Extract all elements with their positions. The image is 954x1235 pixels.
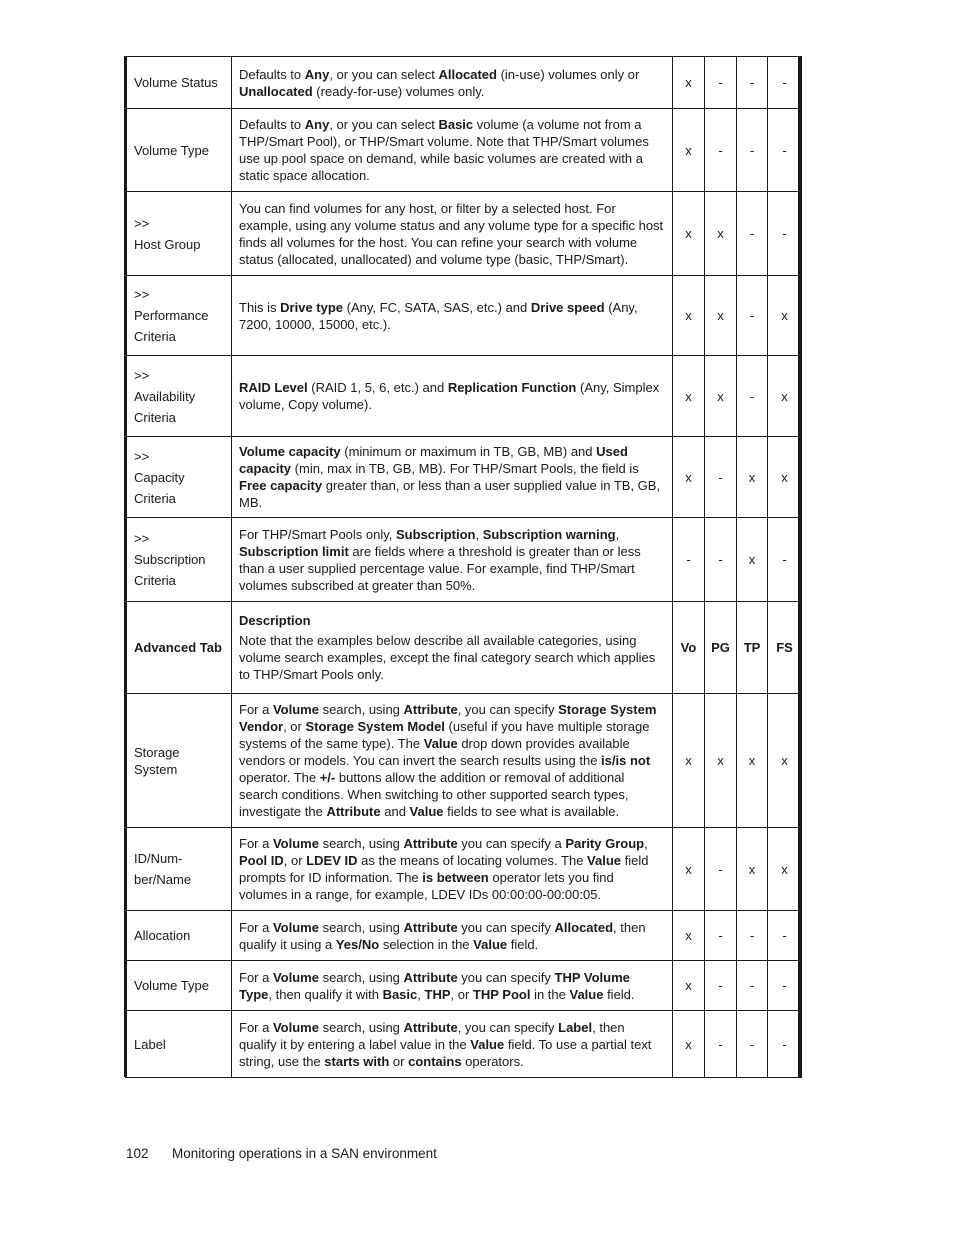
description-fragment: , or you can select [329,66,439,82]
mark-tp: - [737,356,768,437]
row-label-line: Criteria [134,409,176,425]
mark-tp: - [737,57,768,109]
description-term: Value [569,986,604,1002]
description-term: Drive type [280,299,344,315]
mark-fs: - [768,518,802,602]
description-fragment: For THP/Smart Pools only, [239,526,397,542]
mark-pg: PG [705,602,737,694]
description-term: THP [424,986,451,1002]
description-fragment: For a [239,919,273,935]
mark-tp: x [737,437,768,518]
description-fragment: you can specify [457,919,555,935]
description-fragment: Defaults to [239,117,305,132]
row-description [232,961,673,1011]
row-label-line: ber/Name [134,872,192,887]
description-fragment: or [389,1053,409,1069]
description-fragment: For a [239,1019,273,1035]
description-fragment: , [417,986,425,1002]
mark-fs: - [768,57,802,109]
description-fragment: search, using [318,919,404,935]
table-row [126,276,802,356]
mark-tp: - [737,192,768,276]
description-fragment: , [644,836,648,851]
mark-tp: - [737,276,768,356]
description-heading: Description [239,613,311,628]
description-text [239,443,665,511]
description-term: Storage System Model [305,719,445,734]
description-term: THP Pool [472,986,531,1002]
table-row [126,192,802,276]
description-text [239,1019,665,1070]
row-label [126,828,232,911]
table-row [126,109,802,192]
row-description [232,57,673,109]
mark-pg: x [705,192,737,276]
row-label-line: Availability [134,388,196,404]
mark-vo: x [673,356,705,437]
row-description [232,911,673,961]
description-text [239,919,665,953]
description-term: Attribute [403,919,458,935]
description-fragment: fields to see what is available. [443,804,620,819]
description-fragment: search, using [318,836,404,851]
mark-tp: x [737,518,768,602]
row-label-line: Volume Type [134,978,209,993]
description-text [239,66,665,100]
description-term: Storage System Vendor [239,702,657,734]
description-term: Unallocated [239,83,313,99]
description-fragment: , or you can select [329,117,439,132]
description-fragment: greater than, or less than a user supplied value in TB, GB, MB. [239,478,661,510]
mark-fs: - [768,961,802,1011]
description-term: Basic [382,986,418,1002]
description-fragment: For a [239,702,273,717]
description-term: +/- [319,770,336,785]
row-label-line: >> [134,367,150,383]
description-fragment: , then qualify it with [268,986,383,1002]
table-row [126,356,802,437]
description-text [239,379,665,413]
description-term: Subscription [396,526,476,542]
row-label-line: Volume Status [134,75,218,90]
description-text [239,200,665,268]
description-term: Value [587,853,622,868]
description-term: Attribute [403,702,458,717]
mark-fs: x [768,694,802,828]
row-label [126,192,232,276]
mark-fs: - [768,911,802,961]
mark-vo: x [673,961,705,1011]
description-text [239,299,665,333]
row-label-line: >> [134,531,150,546]
mark-fs: x [768,437,802,518]
description-fragment: operators. [461,1053,524,1069]
description-term: is/is not [601,753,651,768]
row-label [126,694,232,828]
row-description [232,276,673,356]
row-label-line: Criteria [134,573,176,588]
description-term: Free capacity [239,478,323,493]
description-fragment: field. To use a partial text string, use the [239,1036,652,1069]
mark-pg: - [705,518,737,602]
description-term: THP Volume Type [239,969,630,1002]
description-text [239,835,665,903]
mark-vo: - [673,518,705,602]
mark-vo: x [673,437,705,518]
description-fragment: field. [507,936,539,952]
description-fragment: Note that the examples below describe all available categories, using volume search examples, except the final category search which applies to THP/Smart Pools only. [239,633,656,682]
description-term: Attribute [326,804,381,819]
description-fragment: , [615,526,620,542]
description-fragment: For a [239,836,273,851]
mark-pg: x [705,694,737,828]
description-term: Attribute [403,969,458,985]
row-label-line: >> [134,287,150,302]
row-description [232,356,673,437]
table-row [126,437,802,518]
row-label [126,437,232,518]
description-term: contains [408,1053,462,1069]
description-fragment: , then qualify it by entering a label value in the [239,1019,625,1052]
description-fragment: are fields where a threshold is greater than or less than a user supplied percentage value. For example, find THP/Smart volumes subscribed at greater than 50%. [239,543,641,593]
description-fragment: This is [239,299,281,315]
description-fragment: in the [530,986,570,1002]
description-fragment: drop down provides available vendors or models. You can invert the search results using the [239,736,630,768]
page-footer [126,1145,437,1163]
description-term: LDEV ID [306,853,358,868]
description-term: starts with [324,1053,390,1069]
row-label-line: Subscription [134,552,206,567]
description-fragment: (RAID 1, 5, 6, etc.) and [307,380,448,395]
description-term: RAID Level [239,380,308,395]
description-term: is between [422,870,489,885]
mark-vo: x [673,911,705,961]
mark-pg: - [705,828,737,911]
mark-vo: x [673,1011,705,1078]
mark-pg: - [705,1011,737,1078]
description-text [239,116,665,184]
row-description [232,437,673,518]
description-term: Pool ID [239,853,284,868]
row-label-line: Performance [134,308,209,323]
row-label [126,276,232,356]
description-term: Subscription limit [239,543,349,559]
mark-pg: - [705,911,737,961]
row-label-line: Label [134,1036,166,1052]
description-fragment: as the means of locating volumes. The [357,853,588,868]
table-row [126,694,802,828]
table-row [126,828,802,911]
description-fragment: and [380,804,410,819]
row-label-line: Volume Type [134,142,209,158]
row-label-line: Criteria [134,329,176,344]
row-label-line: >> [134,448,150,464]
row-label-line: Storage System [134,744,180,777]
mark-tp: - [737,1011,768,1078]
description-term: Volume [272,969,319,985]
description-fragment: (useful if you have multiple storage systems of the same type). The [239,719,650,751]
description-text [239,632,665,683]
page-number: 102 [126,1146,149,1161]
description-fragment: you can specify a [457,836,566,851]
row-label-line: Criteria [134,490,176,506]
mark-vo: x [673,828,705,911]
mark-fs: - [768,192,802,276]
row-label-line: >> [134,215,150,231]
description-fragment: (Any, FC, SATA, SAS, etc.) and [343,299,531,315]
mark-tp: - [737,109,768,192]
description-fragment: (Any, Simplex volume, Copy volume). [239,380,660,412]
mark-tp: TP [737,602,768,694]
mark-vo: x [673,276,705,356]
row-label-line: Allocation [134,928,191,943]
description-term: Value [470,1036,505,1052]
row-label-line: Advanced Tab [134,640,222,655]
description-term: Parity Group [565,836,645,851]
description-fragment: volume (a volume not from a THP/Smart Pool), or THP/Smart volume. Note that THP/Smart volumes use up pool space on demand, while basic volumes are created with a static space allocation. [239,117,649,183]
mark-pg: - [705,961,737,1011]
mark-pg: - [705,57,737,109]
row-description [232,1011,673,1078]
description-fragment: You can find volumes for any host, or filter by a selected host. For example, using any volume status and any volume type for a specific host finds all volumes for the host. You can refine your search with volume status (allocated, unallocated) and volume type (basic, THP/Smart). [239,200,664,267]
description-fragment: (Any, 7200, 10000, 15000, etc.). [239,299,638,332]
row-label-line: Capacity [134,469,185,485]
description-fragment: search, using [318,969,404,985]
description-term: Volume capacity [239,444,341,459]
description-fragment: search, using [318,702,404,717]
mark-tp: x [737,694,768,828]
row-label-line: Host Group [134,236,201,252]
row-label [126,602,232,694]
description-term: Allocated [554,919,614,935]
description-term: Allocated [438,66,497,82]
row-description [232,518,673,602]
description-term: Used capacity [239,444,628,476]
mark-vo: x [673,694,705,828]
table-row [126,1011,802,1078]
description-fragment: field prompts for ID information. The [239,853,649,885]
mark-vo: Vo [673,602,705,694]
description-fragment: For a [239,969,273,985]
description-fragment: , or [283,853,307,868]
table-row [126,602,802,694]
table-row [126,518,802,602]
mark-fs: x [768,356,802,437]
mark-fs: - [768,1011,802,1078]
description-term: Replication Function [447,380,577,395]
mark-pg: - [705,437,737,518]
row-label [126,1011,232,1078]
description-fragment: Defaults to [239,66,305,82]
mark-pg: - [705,109,737,192]
mark-pg: x [705,356,737,437]
description-term: Attribute [403,836,458,851]
table-row [126,961,802,1011]
table-row [126,57,802,109]
description-term: Value [473,936,508,952]
description-term: Drive speed [530,299,605,315]
description-term: Any [304,66,330,82]
description-fragment: , then qualify it using a [239,919,646,952]
row-label [126,961,232,1011]
mark-vo: x [673,57,705,109]
mark-fs: x [768,276,802,356]
description-term: Volume [272,919,319,935]
description-text [239,526,665,594]
row-description [232,192,673,276]
description-fragment: (in-use) volumes only or [496,66,640,82]
row-description [232,828,673,911]
description-term: Subscription warning [482,526,616,542]
description-text [239,701,665,820]
description-term: Attribute [403,1019,458,1035]
row-label [126,356,232,437]
mark-tp: - [737,911,768,961]
description-term: Yes/No [335,936,380,952]
description-term: Value [423,736,458,751]
description-fragment: field. [603,986,635,1002]
description-fragment: (ready-for-use) volumes only. [312,83,485,99]
table-row [126,911,802,961]
description-fragment: , [475,526,483,542]
row-label [126,911,232,961]
description-term: Volume [272,836,319,851]
description-fragment: , you can specify [457,1019,559,1035]
description-fragment: operator. The [239,770,320,785]
description-term: Any [304,117,330,132]
description-term: Basic [438,117,474,132]
mark-fs: FS [768,602,802,694]
row-label [126,57,232,109]
row-description [232,694,673,828]
mark-pg: x [705,276,737,356]
description-fragment: operator lets you find volumes in a range, for example, LDEV IDs 00:00:00-00:00:05. [239,870,614,902]
mark-fs: x [768,828,802,911]
description-fragment: selection in the [379,936,474,952]
description-fragment: , or [283,719,306,734]
description-term: Value [409,804,444,819]
mark-tp: x [737,828,768,911]
description-fragment: you can specify [457,969,555,985]
mark-vo: x [673,192,705,276]
description-fragment: (minimum or maximum in TB, GB, MB) and [340,444,597,459]
description-fragment: , or [450,986,473,1002]
mark-fs: - [768,109,802,192]
description-term: Label [558,1019,593,1035]
volume-search-criteria-table [125,56,802,1078]
mark-tp: - [737,961,768,1011]
row-label [126,518,232,602]
description-fragment: search, using [318,1019,404,1035]
description-term: Volume [272,702,319,717]
row-label [126,109,232,192]
description-fragment: , you can specify [457,702,559,717]
mark-vo: x [673,109,705,192]
description-text [239,969,665,1003]
description-fragment: (min, max in TB, GB, MB). For THP/Smart Pools, the field is [291,461,639,476]
footer-section-title: Monitoring operations in a SAN environment [172,1146,437,1161]
row-label-line: ID/Num- [134,851,183,866]
description-term: Volume [272,1019,319,1035]
row-description [232,602,673,694]
description-fragment: buttons allow the addition or removal of additional search conditions. When switching to other supported search types, investigate the [239,770,629,819]
row-description [232,109,673,192]
